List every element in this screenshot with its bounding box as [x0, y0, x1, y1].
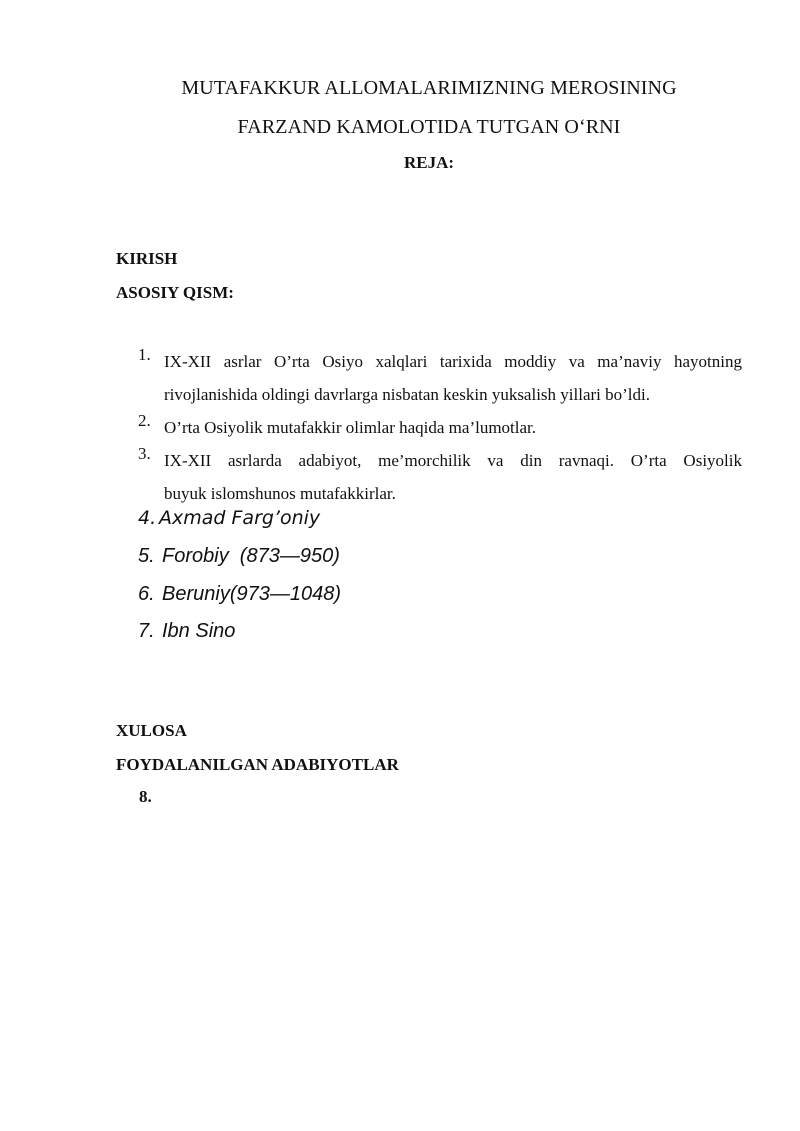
- conclusion-heading: XULOSA: [116, 721, 187, 740]
- scholar-name: Ibn Sino: [162, 620, 236, 642]
- main-heading: ASOSIY QISM:: [116, 283, 234, 302]
- scholar-number: 6.: [138, 583, 155, 605]
- scholar-number: 4.: [138, 507, 157, 529]
- plan-item-text-line-2: rivojlanishida oldingi davrlarga nisbatan keskin yuksalish yillari bo’ldi.: [164, 385, 650, 404]
- references-heading: FOYDALANILGAN ADABIYOTLAR: [116, 755, 399, 774]
- title-line-2: FARZAND KAMOLOTIDA TUTGAN O‘RNI: [237, 116, 621, 138]
- scholar-number: 7.: [138, 620, 155, 642]
- plan-item-number: 1.: [138, 345, 151, 364]
- plan-item-text-line-1: IX-XII asrlarda adabiyot, me’morchilik va din ravnaqi. O’rta Osiyolik: [164, 451, 742, 470]
- plan-item-text-line-1: O’rta Osiyolik mutafakkir olimlar haqida ma’lumotlar.: [164, 418, 537, 437]
- scholar-name: Axmad Farg’oniy: [159, 507, 321, 529]
- plan-item-text-line-1: IX-XII asrlar O’rta Osiyo xalqlari tarixida moddiy va ma’naviy hayotning: [164, 352, 742, 371]
- plan-label: REJA:: [403, 153, 455, 172]
- intro-heading: KIRISH: [116, 249, 178, 268]
- plan-item-number: 3.: [138, 444, 151, 463]
- plan-item-number: 2.: [138, 411, 151, 430]
- title-line-1: MUTAFAKKUR ALLOMALARIMIZNING MEROSINING: [181, 77, 677, 99]
- trailing-list-number: 8.: [139, 787, 152, 806]
- scholar-name: Beruniy(973—1048): [162, 583, 341, 605]
- plan-item-text-line-2: buyuk islomshunos mutafakkirlar.: [164, 484, 396, 503]
- scholar-number: 5.: [138, 545, 155, 567]
- scholar-name: Forobiy (873—950): [162, 545, 340, 567]
